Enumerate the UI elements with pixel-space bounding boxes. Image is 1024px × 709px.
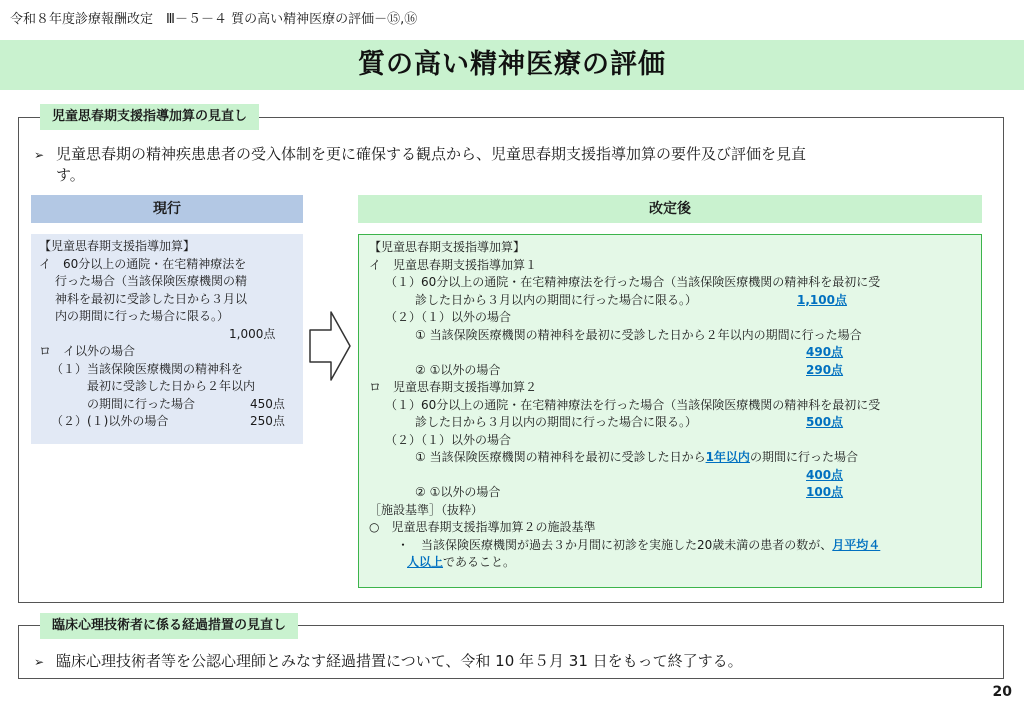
- new-line: （２）（１）以外の場合: [385, 432, 512, 447]
- new-line: ロ 児童思春期支援指導加算２: [369, 380, 538, 394]
- current-box: [31, 234, 303, 444]
- cur-points: 450点: [250, 396, 285, 411]
- new-line: ［施設基準］（抜粋）: [369, 502, 484, 517]
- new-line: 【児童思春期支援指導加算】: [369, 240, 526, 254]
- new-line: 診した日から３月以内の期間に行った場合に限る。） 500点: [369, 414, 973, 432]
- new-line: 診した日から３月以内の期間に行った場合に限る。） 1,100点: [369, 292, 973, 310]
- breadcrumb: 令和８年度診療報酬改定 Ⅲ－５－４ 質の高い精神医療の評価－⑮,⑯: [10, 12, 418, 27]
- revised-heading: 改定後: [358, 195, 982, 223]
- new-points: 290点: [806, 362, 844, 377]
- new-line: 人以上であること。: [407, 555, 516, 569]
- cur-line: 行った場合（当該保険医療機関の精: [55, 274, 248, 288]
- new-line: ○ 児童思春期支援指導加算２の施設基準: [369, 520, 596, 534]
- section1-text-2: す。: [56, 166, 85, 184]
- new-line: ② ①以外の場合 100点: [369, 484, 973, 502]
- new-line: （１）60分以上の通院・在宅精神療法を行った場合（当該保険医療機関の精神科を最初に受: [385, 275, 881, 289]
- new-points: 100点: [806, 485, 844, 499]
- new-line: ② ①以外の場合 290点: [369, 362, 973, 380]
- revised-box: [358, 234, 982, 588]
- cur-line: 内の期間に行った場合に限る。）: [55, 309, 230, 323]
- new-points: 1,100点: [797, 292, 847, 307]
- new-line: [369, 344, 973, 362]
- cur-line: （１）当該保険医療機関の精神科を: [51, 361, 244, 376]
- section2-tag: 臨床心理技術者に係る経過措置の見直し: [40, 613, 298, 639]
- page-number: 20: [992, 684, 1012, 700]
- section2-bullet: [34, 651, 1000, 672]
- new-points: 490点: [806, 345, 844, 359]
- new-line: （１）60分以上の通院・在宅精神療法を行った場合（当該保険医療機関の精神科を最初に受: [385, 397, 881, 412]
- new-points: 400点: [806, 467, 844, 482]
- cur-points: 1,000点: [229, 326, 276, 341]
- arrowhead-bullet-icon: ➢: [34, 148, 45, 162]
- new-points: 500点: [806, 415, 844, 429]
- cur-line: 神科を最初に受診した日から３月以: [55, 291, 248, 306]
- page-title: 質の高い精神医療の評価: [358, 49, 666, 80]
- cur-line: の期間に行った場合 450点: [39, 396, 295, 414]
- cur-line: 最初に受診した日から２年以内: [87, 379, 256, 393]
- cur-line: 【児童思春期支援指導加算】: [39, 239, 196, 253]
- current-heading: 現行: [31, 195, 303, 223]
- new-emph: 月平均４: [832, 537, 881, 552]
- new-line: （２）（１）以外の場合: [385, 310, 512, 324]
- cur-line: ロ イ以外の場合: [39, 344, 136, 358]
- section2-text: 臨床心理技術者等を公認心理師とみなす経過措置について、令和 10 年５月 31 日をもって終了する。: [56, 652, 743, 670]
- new-line: ① 当該保険医療機関の精神科を最初に受診した日から２年以内の期間に行った場合: [415, 327, 862, 342]
- new-emph: 人以上: [407, 555, 444, 569]
- new-line: [369, 467, 973, 485]
- section1-tag: 児童思春期支援指導加算の見直し: [40, 104, 259, 130]
- section1-text-1: 児童思春期の精神疾患患者の受入体制を更に確保する観点から、児童思春期支援指導加算の要件及び評価を見直: [56, 145, 807, 163]
- new-line: ・ 当該保険医療機関が過去３か月間に初診を実施した20歳未満の患者の数が、月平均４: [397, 537, 881, 552]
- new-line: イ 児童思春期支援指導加算１: [369, 257, 538, 272]
- section1-bullet: [34, 144, 1000, 185]
- cur-line: イ 60分以上の通院・在宅精神療法を: [39, 256, 247, 271]
- cur-points: 250点: [250, 414, 285, 428]
- arrowhead-bullet-icon: ➢: [34, 655, 45, 669]
- new-emph: 1年以内: [705, 450, 750, 464]
- right-arrow-icon: [309, 310, 351, 382]
- new-line: ① 当該保険医療機関の精神科を最初に受診した日から1年以内の期間に行った場合: [415, 450, 858, 464]
- cur-line: （２）(１)以外の場合 250点: [39, 413, 295, 431]
